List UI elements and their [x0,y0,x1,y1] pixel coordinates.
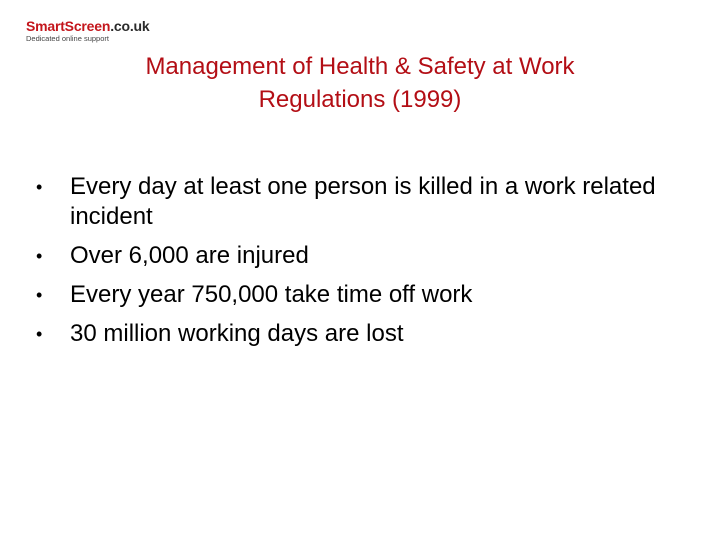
bullet-item [36,172,686,232]
bullet-icon: • [36,177,43,197]
slide-title-line-1: Management of Health & Safety at Work [145,53,575,80]
bullet-icon: • [36,246,43,266]
bullet-text: Over 6,000 are injured [70,242,309,269]
slide-title [60,50,660,116]
bullet-text: Every year 750,000 take time off work [70,281,473,308]
logo-brand-text: SmartScreen [26,18,111,34]
logo-tagline: Dedicated online support [26,34,109,43]
bullet-icon: • [36,324,43,344]
logo-wordmark [26,19,149,33]
bullet-list [36,172,686,358]
smartscreen-logo [26,19,149,43]
bullet-item [36,319,686,349]
bullet-text: 30 million working days are lost [70,320,404,347]
slide-title-line-2: Regulations (1999) [258,86,462,113]
logo-domain-text: .co.uk [110,18,150,34]
bullet-icon: • [36,285,43,305]
bullet-text: Every day at least one person is killed in a work related incident [70,173,656,230]
bullet-item [36,280,686,310]
bullet-item [36,241,686,271]
